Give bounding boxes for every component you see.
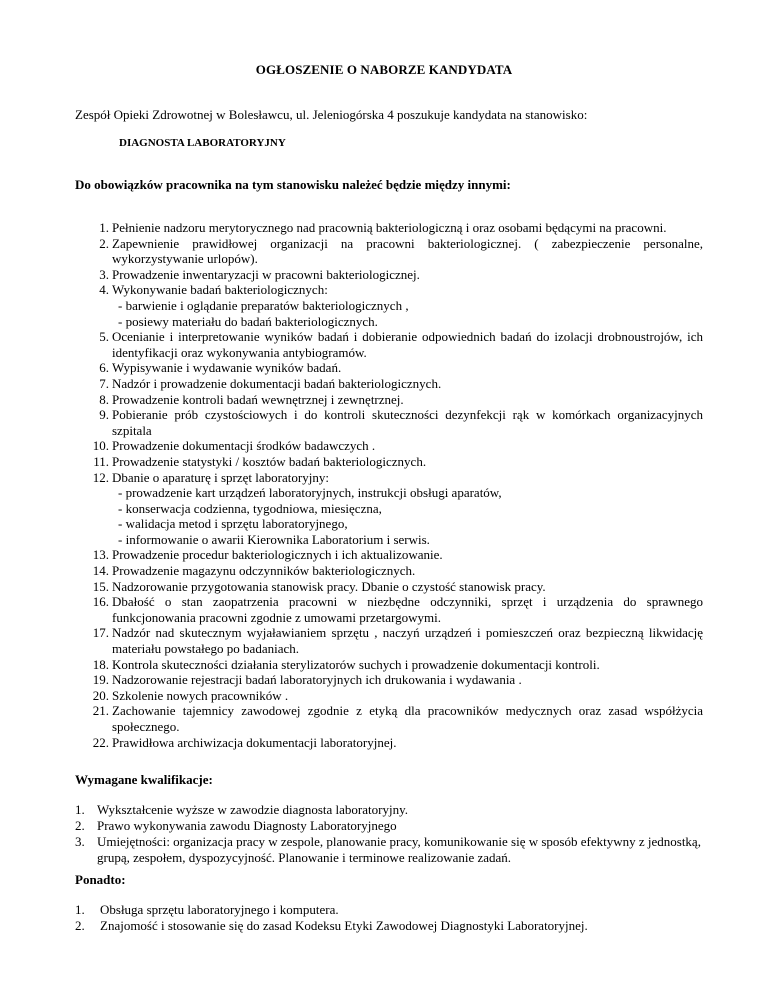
duty-item-number: 10. bbox=[92, 438, 109, 454]
duty-item bbox=[75, 688, 703, 704]
intro-text: Zespół Opieki Zdrowotnej w Bolesławcu, ul. Jeleniogórska 4 poszukuje kandydata na stanowisko: bbox=[75, 107, 588, 122]
additional-heading: Ponadto: bbox=[75, 872, 126, 887]
qualification-item-number: 3. bbox=[75, 834, 85, 849]
duty-item bbox=[75, 703, 703, 734]
duty-sub-item: - informowanie o awarii Kierownika Laboratorium i serwis. bbox=[118, 531, 430, 547]
duty-item-text: Nadzorowanie przygotowania stanowisk pracy. Dbanie o czystość stanowisk pracy. bbox=[112, 578, 546, 594]
duty-item-number: 15. bbox=[92, 578, 109, 594]
duty-item-text: Wykonywanie badań bakteriologicznych: bbox=[112, 282, 328, 298]
duty-item-text: Pełnienie nadzoru merytorycznego nad pracownią bakteriologiczną i oraz osobami będącymi na pracowni. bbox=[112, 220, 667, 235]
duty-sub-item: - barwienie i oglądanie preparatów bakteriologicznych , bbox=[118, 297, 409, 313]
duty-item-number: 7. bbox=[99, 375, 109, 391]
qualification-item bbox=[75, 834, 715, 866]
duty-item-text: Dbanie o aparaturę i sprzęt laboratoryjny: bbox=[112, 469, 329, 485]
duty-item-text: Nadzór nad skutecznym wyjaławianiem sprzętu , naczyń urządzeń i pomieszczeń oraz bezpieczną likwidację materiału powstałego po badaniach. bbox=[112, 625, 703, 657]
duty-item bbox=[75, 594, 703, 625]
duty-item-text: Pobieranie prób czystościowych i do kontroli skuteczności dezynfekcji rąk w komórkach organizacyjnych szpitala bbox=[112, 407, 703, 438]
duty-item bbox=[75, 360, 703, 376]
duty-sub-item: - prowadzenie kart urządzeń laboratoryjnych, instrukcji obsługi aparatów, bbox=[118, 485, 502, 501]
duty-item-number: 6. bbox=[99, 360, 109, 376]
document-title: OGŁOSZENIE O NABORZE KANDYDATA bbox=[255, 62, 513, 77]
duty-item bbox=[75, 470, 703, 548]
duty-item-number: 2. bbox=[99, 235, 109, 251]
duty-item bbox=[75, 267, 703, 283]
duty-item bbox=[75, 657, 703, 673]
duties-list bbox=[75, 220, 703, 750]
duty-item-number: 22. bbox=[92, 734, 109, 750]
additional-item bbox=[75, 902, 715, 918]
qualification-item-text: Wykształcenie wyższe w zawodzie diagnosta laboratoryjny. bbox=[97, 802, 408, 817]
additional-item-text: Znajomość i stosowanie się do zasad Kodeksu Etyki Zawodowej Diagnostyki Laboratoryjnej. bbox=[100, 918, 588, 933]
duty-item bbox=[75, 407, 703, 438]
duty-item-number: 18. bbox=[92, 656, 109, 672]
duty-item-text: Prowadzenie procedur bakteriologicznych i ich aktualizowanie. bbox=[112, 547, 443, 563]
qualifications-list bbox=[75, 802, 715, 866]
duty-item-text: Prowadzenie kontroli badań wewnętrznej i zewnętrznej. bbox=[112, 391, 404, 407]
additional-item-number: 1. bbox=[75, 902, 85, 917]
duty-item bbox=[75, 376, 703, 392]
duty-item-text: Nadzorowanie rejestracji badań laboratoryjnych ich drukowania i wydawania . bbox=[112, 672, 522, 688]
duty-item bbox=[75, 579, 703, 595]
duty-sub-item: - posiewy materiału do badań bakteriologicznych. bbox=[118, 313, 378, 329]
duty-item-text: Prowadzenie statystyki / kosztów badań bakteriologicznych. bbox=[112, 453, 427, 469]
qualifications-heading: Wymagane kwalifikacje: bbox=[75, 772, 213, 787]
duty-item-text: Zapewnienie prawidłowej organizacji na pracowni bakteriologicznej. ( zabezpieczenie personalne, wykorzystywanie urlopów). bbox=[112, 235, 703, 267]
duty-sub-item: - walidacja metod i sprzętu laboratoryjnego, bbox=[118, 516, 348, 532]
duty-item bbox=[75, 438, 703, 454]
duty-item-text: Prawidłowa archiwizacja dokumentacji laboratoryjnej. bbox=[112, 734, 397, 750]
duty-item-text: Dbałość o stan zaopatrzenia pracowni w niezbędne odczynniki, sprzęt i urządzenia do sprawnego funkcjonowania pracowni zgodnie z umowami przetargowymi. bbox=[112, 594, 703, 625]
qualification-item-number: 1. bbox=[75, 802, 85, 817]
duty-item bbox=[75, 236, 703, 267]
duty-item bbox=[75, 672, 703, 688]
qualification-item bbox=[75, 802, 715, 818]
duty-item-number: 1. bbox=[99, 220, 109, 235]
duty-item bbox=[75, 547, 703, 563]
duty-item-number: 20. bbox=[92, 687, 109, 703]
duty-item-number: 16. bbox=[92, 594, 109, 610]
duty-item-text: Prowadzenie dokumentacji środków badawczych . bbox=[112, 438, 376, 454]
duty-item-number: 8. bbox=[99, 391, 109, 407]
duty-item-number: 11. bbox=[93, 453, 109, 469]
duty-sub-item: - konserwacja codzienna, tygodniowa, miesięczna, bbox=[118, 500, 382, 516]
duty-item-text: Prowadzenie magazynu odczynników bakteriologicznych. bbox=[112, 563, 416, 579]
additional-list bbox=[75, 902, 715, 934]
qualification-item-text: Umiejętności: organizacja pracy w zespole, planowanie pracy, komunikowanie się w sposób efektywny z jednostką, grupą, zespołem, dyspozycyjność. Planowanie i terminowe realizowanie zadań. bbox=[97, 834, 701, 865]
duty-item-number: 9. bbox=[99, 407, 109, 423]
duty-item-number: 4. bbox=[99, 282, 109, 298]
duty-item-number: 21. bbox=[92, 703, 109, 719]
duties-heading: Do obowiązków pracownika na tym stanowisku należeć będzie między innymi: bbox=[75, 177, 511, 192]
duty-item bbox=[75, 282, 703, 329]
duty-item-number: 17. bbox=[92, 625, 109, 641]
position-name: DIAGNOSTA LABORATORYJNY bbox=[119, 137, 286, 149]
qualification-item-text: Prawo wykonywania zawodu Diagnosty Laboratoryjnego bbox=[97, 818, 397, 833]
duty-item-number: 5. bbox=[99, 329, 109, 345]
qualification-item-number: 2. bbox=[75, 818, 85, 833]
additional-item bbox=[75, 918, 715, 934]
additional-item-number: 2. bbox=[75, 918, 85, 933]
duty-item-text: Nadzór i prowadzenie dokumentacji badań bakteriologicznych. bbox=[112, 375, 442, 391]
duty-item-text: Zachowanie tajemnicy zawodowej zgodnie z etyką dla pracowników medycznych oraz zasad współżycia społecznego. bbox=[112, 703, 703, 734]
duty-item-number: 19. bbox=[92, 672, 109, 688]
additional-item-text: Obsługa sprzętu laboratoryjnego i komputera. bbox=[100, 902, 339, 917]
duty-item bbox=[75, 220, 703, 236]
qualification-item bbox=[75, 818, 715, 834]
duty-item-number: 3. bbox=[99, 266, 109, 282]
duty-item-number: 13. bbox=[92, 547, 109, 563]
duty-item-number: 14. bbox=[92, 563, 109, 579]
duty-item bbox=[75, 392, 703, 408]
duty-item bbox=[75, 563, 703, 579]
duty-item-text: Ocenianie i interpretowanie wyników badań i dobieranie odpowiednich badań do izolacji drobnoustrojów, ich identyfikacji oraz wykonywania antybiogramów. bbox=[112, 329, 703, 360]
duty-item-number: 12. bbox=[92, 469, 109, 485]
duty-item bbox=[75, 329, 703, 360]
duty-item bbox=[75, 735, 703, 751]
duty-item-text: Prowadzenie inwentaryzacji w pracowni bakteriologicznej. bbox=[112, 266, 420, 282]
duty-item-text: Szkolenie nowych pracowników . bbox=[112, 687, 289, 703]
duty-item bbox=[75, 625, 703, 656]
duty-item-text: Wypisywanie i wydawanie wyników badań. bbox=[112, 360, 342, 376]
duty-item-text: Kontrola skuteczności działania sterylizatorów suchych i prowadzenie dokumentacji kontroli. bbox=[112, 656, 600, 672]
duty-item bbox=[75, 454, 703, 470]
